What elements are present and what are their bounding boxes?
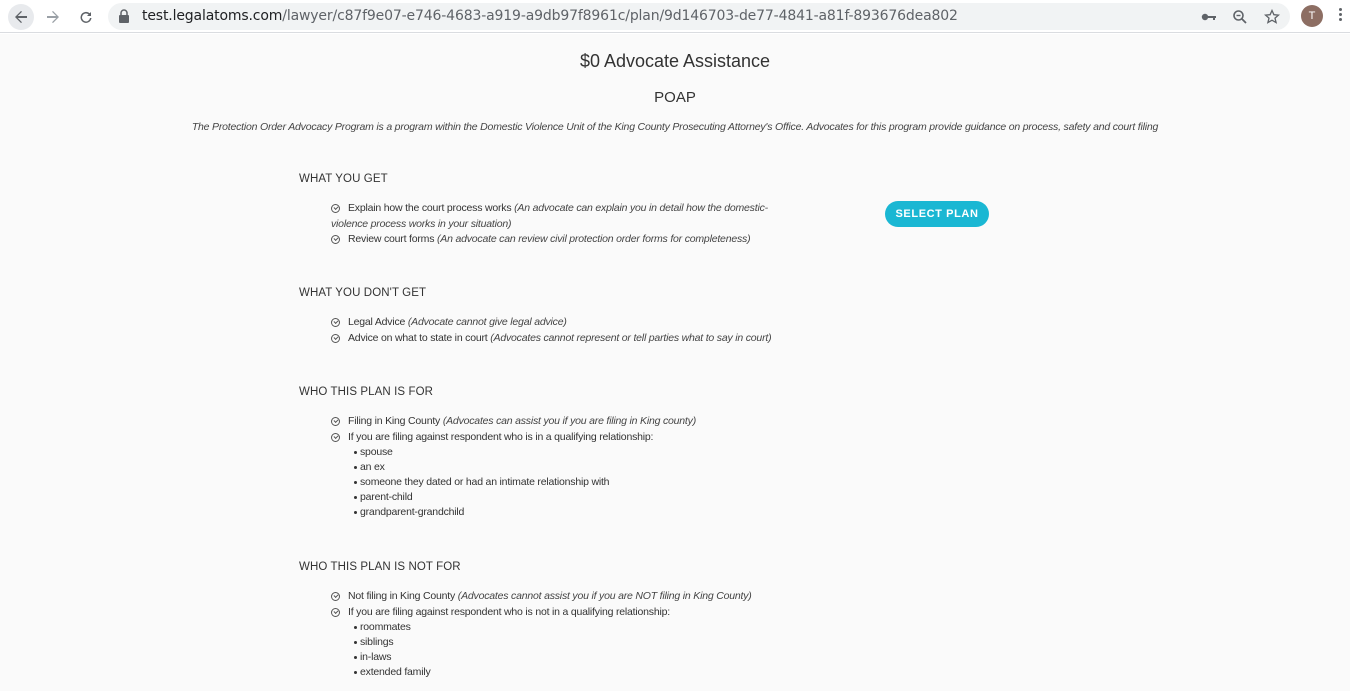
- check-circle-icon: [331, 334, 340, 343]
- profile-avatar[interactable]: T: [1301, 5, 1323, 27]
- section-heading-what-you-dont-get: WHAT YOU DON'T GET: [299, 287, 427, 299]
- arrow-right-icon: [45, 9, 61, 25]
- check-circle-icon: [331, 433, 340, 442]
- list-item: Filing in King County (Advocates can assist you if you are filing in King county): [331, 414, 696, 430]
- list-item: an ex: [360, 460, 696, 475]
- who-not-for-list: [331, 589, 752, 680]
- what-you-get-list: [331, 201, 791, 248]
- check-circle-icon: [331, 235, 340, 244]
- list-item: Advice on what to state in court (Advocates cannot represent or tell parties what to say in court): [331, 331, 771, 347]
- list-item: someone they dated or had an intimate relationship with: [360, 475, 696, 490]
- url-path: /lawyer/c87f9e07-e746-4683-a919-a9db97f8961c/plan/9d146703-de77-4841-a81f-893676dea802: [282, 8, 958, 24]
- relationship-list: [360, 445, 696, 520]
- back-button[interactable]: [8, 4, 34, 30]
- plan-title: $0 Advocate Assistance: [579, 51, 771, 71]
- list-item: spouse: [360, 445, 696, 460]
- check-circle-icon: [331, 204, 340, 213]
- check-circle-icon: [331, 608, 340, 617]
- forward-button[interactable]: [40, 4, 66, 30]
- plan-page: [0, 34, 1350, 691]
- section-heading-who-not-for: WHO THIS PLAN IS NOT FOR: [299, 561, 461, 573]
- reload-icon: [78, 9, 94, 25]
- url-host: test.legalatoms.com: [142, 8, 283, 24]
- list-item: grandparent-grandchild: [360, 505, 696, 520]
- check-circle-icon: [331, 318, 340, 327]
- list-item: extended family: [360, 665, 752, 680]
- list-item: roommates: [360, 620, 752, 635]
- star-icon[interactable]: [1263, 8, 1281, 26]
- reload-button[interactable]: [73, 4, 99, 30]
- check-circle-icon: [331, 417, 340, 426]
- list-item: Explain how the court process works (An advocate can explain you in detail how the domestic- violence process works in your situation): [331, 202, 768, 230]
- section-heading-what-you-get: WHAT YOU GET: [299, 173, 388, 185]
- plan-subtitle: POAP: [654, 89, 696, 106]
- lock-icon: [118, 9, 130, 23]
- list-item: siblings: [360, 635, 752, 650]
- section-heading-who-for: WHO THIS PLAN IS FOR: [299, 386, 434, 398]
- select-plan-button[interactable]: SELECT PLAN: [885, 201, 989, 227]
- zoom-icon[interactable]: [1231, 8, 1249, 26]
- list-item: Not filing in King County (Advocates cannot assist you if you are NOT filing in King County): [331, 589, 752, 605]
- plan-description: The Protection Order Advocacy Program is a program within the Domestic Violence Unit of the King County Prosecuting Attorney's Office. Advocates for this program provide guidance on process, safety and court filing: [191, 121, 1159, 133]
- url-text[interactable]: [142, 8, 958, 24]
- list-item: If you are filing against respondent who is in a qualifying relationship:: [331, 430, 696, 446]
- check-circle-icon: [331, 592, 340, 601]
- arrow-left-icon: [13, 9, 29, 25]
- list-item: Legal Advice (Advocate cannot give legal advice): [331, 315, 771, 331]
- list-item: If you are filing against respondent who is not in a qualifying relationship:: [331, 605, 752, 621]
- list-item: Review court forms (An advocate can review civil protection order forms for completeness): [331, 232, 791, 248]
- list-item: in-laws: [360, 650, 752, 665]
- key-icon[interactable]: [1200, 8, 1218, 26]
- what-you-dont-get-list: [331, 315, 771, 346]
- browser-menu-icon[interactable]: [1336, 8, 1344, 26]
- who-for-list: [331, 414, 696, 520]
- address-bar[interactable]: [108, 3, 1290, 30]
- relationship-list: [360, 620, 752, 680]
- browser-toolbar: [0, 0, 1350, 33]
- list-item: parent-child: [360, 490, 696, 505]
